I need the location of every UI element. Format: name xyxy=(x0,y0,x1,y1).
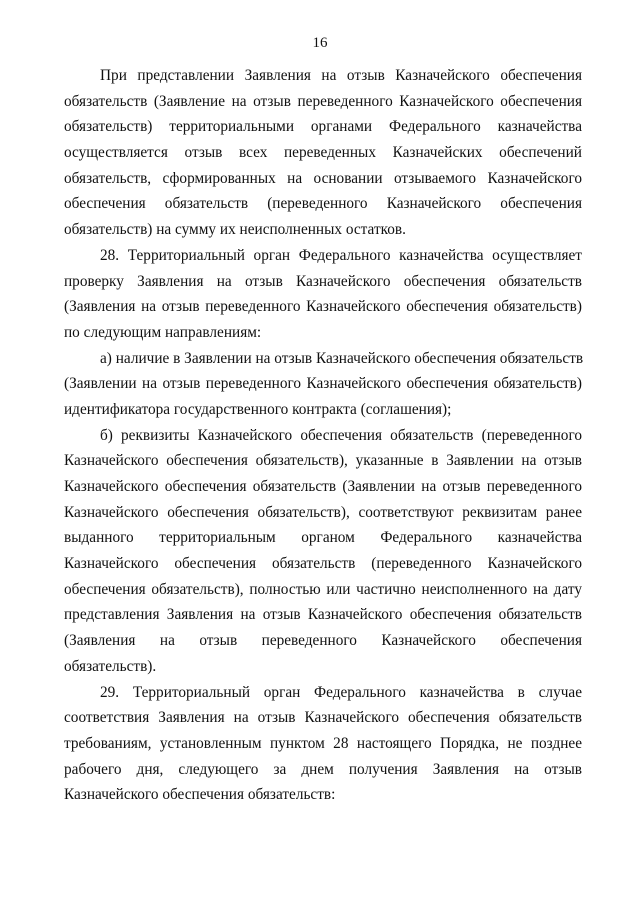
text-line: 28. Территориальный орган Федерального казначейства осуществляет xyxy=(100,246,582,264)
paragraph-28 xyxy=(64,243,582,346)
paragraph xyxy=(64,63,582,243)
text-line: б) реквизиты Казначейского обеспечения обязательств (переведенного xyxy=(100,426,582,444)
text-line: обязательств (Заявление на отзыв переведенного Казначейского обеспечения xyxy=(64,92,582,110)
text-line: обеспечения обязательств), полностью или частично неисполненного на дату xyxy=(64,580,582,598)
text-line: обеспечения обязательств (переведенного Казначейского обеспечения xyxy=(64,195,582,213)
text-line: рабочего дня, следующего за днем получения Заявления на отзыв xyxy=(64,760,582,778)
text-line: требованиям, установленным пунктом 28 настоящего Порядка, не позднее xyxy=(64,734,582,752)
text-line: 29. Территориальный орган Федерального казначейства в случае xyxy=(100,683,582,701)
text-line: обязательств). xyxy=(64,657,157,675)
text-line: (Заявления на отзыв переведенного Казначейского обеспечения обязательств) xyxy=(64,298,582,316)
text-line: выданного территориальным органом Федерального казначейства xyxy=(64,529,582,547)
text-line: (Заявлении на отзыв переведенного Казначейского обеспечения обязательств) xyxy=(64,375,582,393)
paragraph-29 xyxy=(64,680,582,808)
text-line: идентификатора государственного контракта (соглашения); xyxy=(64,400,452,418)
text-line: соответствия Заявления на отзыв Казначейского обеспечения обязательств xyxy=(64,709,582,727)
text-line: а) наличие в Заявлении на отзыв Казначейского обеспечения обязательств xyxy=(100,349,584,367)
text-line: обязательств) территориальными органами Федерального казначейства xyxy=(64,118,582,136)
text-line: (Заявления на отзыв переведенного Казначейского обеспечения xyxy=(64,632,582,650)
paragraph-item-a xyxy=(64,346,582,423)
text-line: представления Заявления на отзыв Казначейского обеспечения обязательств xyxy=(64,606,582,624)
text-line: Казначейского обеспечения обязательств: xyxy=(64,786,336,804)
text-line: обязательств, сформированных на основании отзываемого Казначейского xyxy=(64,169,582,187)
text-line: Казначейского обеспечения обязательств), указанные в Заявлении на отзыв xyxy=(64,452,582,470)
document-body xyxy=(64,63,582,808)
text-line: Казначейского обеспечения обязательств (Заявлении на отзыв переведенного xyxy=(64,478,582,495)
paragraph-item-b xyxy=(64,423,582,680)
text-line: проверку Заявления на отзыв Казначейского обеспечения обязательств xyxy=(64,272,582,290)
text-line: обязательств) на сумму их неисполненных остатков. xyxy=(64,221,406,239)
text-line: осуществляется отзыв всех переведенных Казначейских обеспечений xyxy=(64,144,582,162)
text-line: по следующим направлениям: xyxy=(64,323,262,341)
text-line: При представлении Заявления на отзыв Казначейского обеспечения xyxy=(100,67,582,84)
page-number: 16 xyxy=(312,35,328,51)
text-line: Казначейского обеспечения обязательств), соответствуют реквизитам ранее xyxy=(64,503,582,521)
text-line: Казначейского обеспечения обязательств (переведенного Казначейского xyxy=(64,555,582,573)
